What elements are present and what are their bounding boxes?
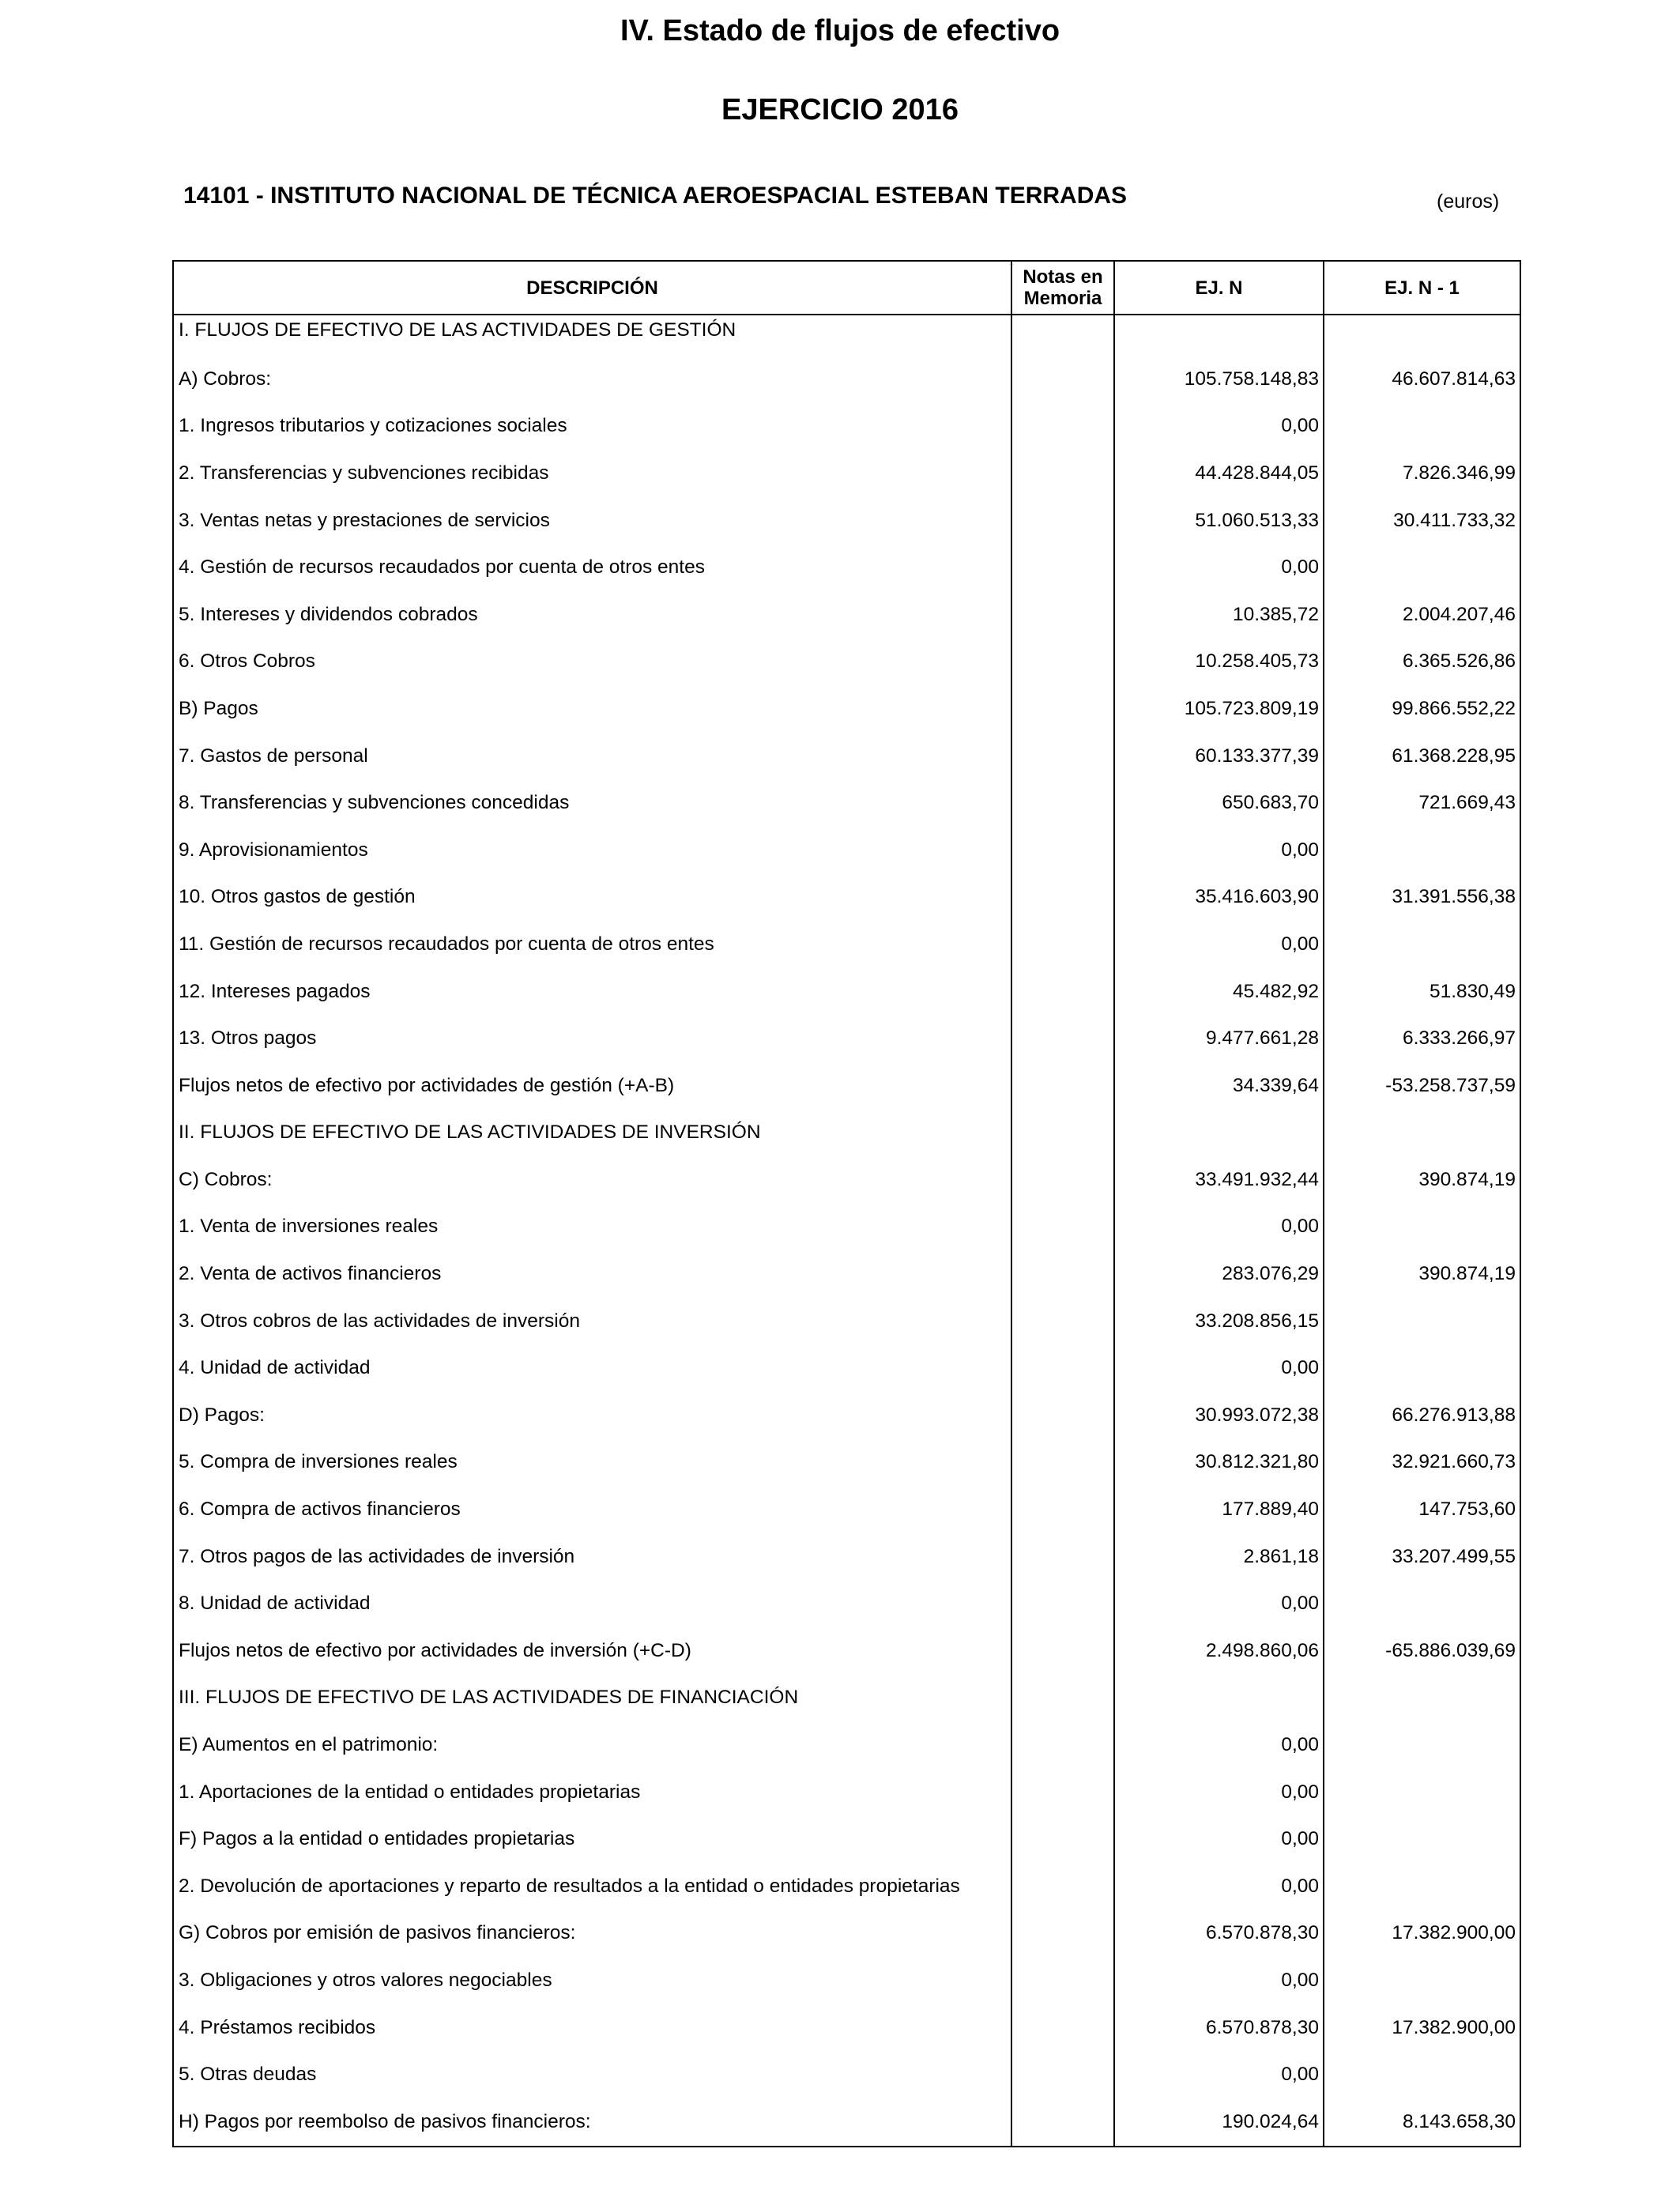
column-header-description: DESCRIPCIÓN (173, 261, 1011, 315)
row-value-current-year: 0,00 (1114, 921, 1324, 968)
document-title: IV. Estado de flujos de efectivo (620, 14, 1060, 47)
row-notes (1011, 1439, 1114, 1487)
row-description: C) Cobros: (173, 1156, 1011, 1204)
row-notes (1011, 1721, 1114, 1769)
table-row (173, 1721, 1520, 1769)
row-value-current-year: 105.723.809,19 (1114, 685, 1324, 733)
row-description: Flujos netos de efectivo por actividades de inversión (+C-D) (173, 1627, 1011, 1675)
row-value-current-year: 0,00 (1114, 1721, 1324, 1769)
row-value-previous-year (1324, 921, 1520, 968)
row-description: 5. Intereses y dividendos cobrados (173, 591, 1011, 639)
row-value-current-year: 0,00 (1114, 403, 1324, 450)
row-value-current-year: 51.060.513,33 (1114, 497, 1324, 545)
row-value-previous-year: -53.258.737,59 (1324, 1062, 1520, 1110)
row-value-previous-year (1324, 1769, 1520, 1816)
row-value-previous-year: 51.830,49 (1324, 968, 1520, 1016)
row-description: 13. Otros pagos (173, 1015, 1011, 1062)
notes-header-line1: Notas en (1023, 266, 1103, 288)
row-notes (1011, 1533, 1114, 1581)
row-notes (1011, 356, 1114, 403)
row-notes (1011, 1769, 1114, 1816)
table-row (173, 1392, 1520, 1439)
row-value-current-year: 105.758.148,83 (1114, 356, 1324, 403)
row-notes (1011, 1815, 1114, 1863)
row-value-previous-year (1324, 2051, 1520, 2098)
row-value-previous-year: 390.874,19 (1324, 1156, 1520, 1204)
row-description: 1. Venta de inversiones reales (173, 1204, 1011, 1251)
row-notes (1011, 2004, 1114, 2052)
table-row (173, 1439, 1520, 1487)
row-value-current-year: 0,00 (1114, 1863, 1324, 1910)
row-notes (1011, 1910, 1114, 1958)
row-value-current-year: 0,00 (1114, 1769, 1324, 1816)
table-row (173, 1910, 1520, 1958)
table-row (173, 1250, 1520, 1298)
column-header-notes (1011, 261, 1114, 315)
row-notes (1011, 591, 1114, 639)
row-value-current-year: 0,00 (1114, 2051, 1324, 2098)
row-value-previous-year: 6.333.266,97 (1324, 1015, 1520, 1062)
row-value-current-year: 0,00 (1114, 1344, 1324, 1392)
table-row (173, 639, 1520, 686)
row-value-previous-year: 721.669,43 (1324, 779, 1520, 827)
table-header-row (173, 261, 1520, 315)
table-body (173, 315, 1520, 2147)
row-description: 11. Gestión de recursos recaudados por cuenta de otros entes (173, 921, 1011, 968)
table-row (173, 315, 1520, 356)
row-description: H) Pagos por reembolso de pasivos financieros: (173, 2098, 1011, 2147)
row-value-current-year: 6.570.878,30 (1114, 1910, 1324, 1958)
row-value-previous-year: 7.826.346,99 (1324, 450, 1520, 497)
row-description: 5. Compra de inversiones reales (173, 1439, 1011, 1487)
table-row (173, 1627, 1520, 1675)
table-row (173, 1863, 1520, 1910)
row-value-previous-year: 390.874,19 (1324, 1250, 1520, 1298)
table-row (173, 497, 1520, 545)
table-row (173, 2051, 1520, 2098)
row-value-current-year: 0,00 (1114, 1815, 1324, 1863)
row-value-current-year: 190.024,64 (1114, 2098, 1324, 2147)
row-value-previous-year (1324, 315, 1520, 356)
row-value-current-year: 10.258.405,73 (1114, 639, 1324, 686)
table-row (173, 403, 1520, 450)
row-value-previous-year: -65.886.039,69 (1324, 1627, 1520, 1675)
row-value-previous-year (1324, 1675, 1520, 1722)
table-row (173, 1769, 1520, 1816)
row-value-previous-year: 33.207.499,55 (1324, 1533, 1520, 1581)
row-notes (1011, 1156, 1114, 1204)
row-value-previous-year: 46.607.814,63 (1324, 356, 1520, 403)
row-notes (1011, 2051, 1114, 2098)
table-row (173, 733, 1520, 780)
row-value-previous-year (1324, 827, 1520, 874)
row-description: 12. Intereses pagados (173, 968, 1011, 1016)
table-row (173, 1957, 1520, 2004)
row-notes (1011, 1250, 1114, 1298)
row-notes (1011, 639, 1114, 686)
row-notes (1011, 1062, 1114, 1110)
row-value-previous-year: 6.365.526,86 (1324, 639, 1520, 686)
row-value-current-year: 30.993.072,38 (1114, 1392, 1324, 1439)
row-value-current-year: 0,00 (1114, 827, 1324, 874)
table-row (173, 827, 1520, 874)
row-notes (1011, 779, 1114, 827)
row-value-previous-year: 8.143.658,30 (1324, 2098, 1520, 2147)
row-description: 7. Otros pagos de las actividades de inversión (173, 1533, 1011, 1581)
row-value-previous-year: 32.921.660,73 (1324, 1439, 1520, 1487)
row-value-previous-year (1324, 1298, 1520, 1345)
row-notes (1011, 827, 1114, 874)
cash-flow-table (172, 260, 1521, 2147)
row-value-previous-year: 99.866.552,22 (1324, 685, 1520, 733)
row-value-current-year (1114, 1675, 1324, 1722)
row-value-previous-year: 30.411.733,32 (1324, 497, 1520, 545)
row-value-previous-year (1324, 1204, 1520, 1251)
table-row (173, 779, 1520, 827)
table-row (173, 450, 1520, 497)
row-description: 6. Compra de activos financieros (173, 1486, 1011, 1533)
row-notes (1011, 497, 1114, 545)
table-row (173, 685, 1520, 733)
row-notes (1011, 1110, 1114, 1157)
row-description: II. FLUJOS DE EFECTIVO DE LAS ACTIVIDADES DE INVERSIÓN (173, 1110, 1011, 1157)
row-description: I. FLUJOS DE EFECTIVO DE LAS ACTIVIDADES DE GESTIÓN (173, 315, 1011, 356)
row-value-current-year (1114, 315, 1324, 356)
row-notes (1011, 1863, 1114, 1910)
row-description: 3. Obligaciones y otros valores negociables (173, 1957, 1011, 2004)
row-value-current-year: 2.861,18 (1114, 1533, 1324, 1581)
row-notes (1011, 1204, 1114, 1251)
table-row (173, 1815, 1520, 1863)
row-value-current-year: 2.498.860,06 (1114, 1627, 1324, 1675)
table-row (173, 921, 1520, 968)
row-description: III. FLUJOS DE EFECTIVO DE LAS ACTIVIDADES DE FINANCIACIÓN (173, 1675, 1011, 1722)
row-notes (1011, 685, 1114, 733)
table-row (173, 1062, 1520, 1110)
table-row (173, 1015, 1520, 1062)
row-value-previous-year (1324, 1344, 1520, 1392)
row-notes (1011, 1486, 1114, 1533)
table-row (173, 874, 1520, 922)
row-value-previous-year: 147.753,60 (1324, 1486, 1520, 1533)
table-row (173, 356, 1520, 403)
entity-name: 14101 - INSTITUTO NACIONAL DE TÉCNICA AEROESPACIAL ESTEBAN TERRADAS (183, 183, 1128, 209)
row-value-current-year: 650.683,70 (1114, 779, 1324, 827)
row-description: 7. Gastos de personal (173, 733, 1011, 780)
row-notes (1011, 1015, 1114, 1062)
row-value-previous-year (1324, 1721, 1520, 1769)
table-row (173, 1110, 1520, 1157)
row-description: 5. Otras deudas (173, 2051, 1011, 2098)
row-value-current-year: 30.812.321,80 (1114, 1439, 1324, 1487)
row-description: E) Aumentos en el patrimonio: (173, 1721, 1011, 1769)
table-row (173, 1344, 1520, 1392)
row-description: 6. Otros Cobros (173, 639, 1011, 686)
row-value-previous-year: 66.276.913,88 (1324, 1392, 1520, 1439)
row-value-current-year: 34.339,64 (1114, 1062, 1324, 1110)
row-value-previous-year: 2.004.207,46 (1324, 591, 1520, 639)
row-description: Flujos netos de efectivo por actividades de gestión (+A-B) (173, 1062, 1011, 1110)
row-description: 4. Gestión de recursos recaudados por cuenta de otros entes (173, 544, 1011, 591)
row-value-current-year: 9.477.661,28 (1114, 1015, 1324, 1062)
row-description: 2. Venta de activos financieros (173, 1250, 1011, 1298)
row-description: B) Pagos (173, 685, 1011, 733)
table-row (173, 1298, 1520, 1345)
currency-unit: (euros) (1437, 190, 1500, 213)
row-notes (1011, 1344, 1114, 1392)
row-notes (1011, 544, 1114, 591)
row-description: 8. Transferencias y subvenciones concedidas (173, 779, 1011, 827)
row-notes (1011, 1627, 1114, 1675)
row-value-current-year (1114, 1110, 1324, 1157)
row-description: 9. Aprovisionamientos (173, 827, 1011, 874)
row-value-current-year: 0,00 (1114, 544, 1324, 591)
table-row (173, 1580, 1520, 1627)
table-row (173, 1204, 1520, 1251)
table-row (173, 968, 1520, 1016)
table-row (173, 1533, 1520, 1581)
fiscal-year-title: EJERCICIO 2016 (721, 93, 959, 126)
row-value-previous-year: 61.368.228,95 (1324, 733, 1520, 780)
column-header-previous-year: EJ. N - 1 (1324, 261, 1520, 315)
row-value-previous-year: 17.382.900,00 (1324, 1910, 1520, 1958)
table-row (173, 1156, 1520, 1204)
row-notes (1011, 874, 1114, 922)
row-value-previous-year (1324, 1110, 1520, 1157)
table-row (173, 591, 1520, 639)
row-description: 10. Otros gastos de gestión (173, 874, 1011, 922)
row-value-current-year: 6.570.878,30 (1114, 2004, 1324, 2052)
table-row (173, 2098, 1520, 2147)
row-notes (1011, 403, 1114, 450)
row-notes (1011, 1957, 1114, 2004)
row-description: 3. Otros cobros de las actividades de inversión (173, 1298, 1011, 1345)
table-row (173, 1486, 1520, 1533)
row-value-current-year: 33.491.932,44 (1114, 1156, 1324, 1204)
row-value-current-year: 0,00 (1114, 1204, 1324, 1251)
row-value-previous-year (1324, 544, 1520, 591)
row-value-current-year: 0,00 (1114, 1957, 1324, 2004)
table-row (173, 2004, 1520, 2052)
row-description: 1. Aportaciones de la entidad o entidades propietarias (173, 1769, 1011, 1816)
row-value-previous-year: 31.391.556,38 (1324, 874, 1520, 922)
row-notes (1011, 315, 1114, 356)
row-value-current-year: 10.385,72 (1114, 591, 1324, 639)
row-description: 4. Unidad de actividad (173, 1344, 1011, 1392)
row-notes (1011, 733, 1114, 780)
row-notes (1011, 921, 1114, 968)
table-row (173, 544, 1520, 591)
row-value-current-year: 44.428.844,05 (1114, 450, 1324, 497)
row-value-previous-year: 17.382.900,00 (1324, 2004, 1520, 2052)
row-value-previous-year (1324, 1580, 1520, 1627)
row-value-previous-year (1324, 403, 1520, 450)
row-notes (1011, 2098, 1114, 2147)
row-value-previous-year (1324, 1815, 1520, 1863)
row-notes (1011, 968, 1114, 1016)
table-row (173, 1675, 1520, 1722)
row-value-current-year: 60.133.377,39 (1114, 733, 1324, 780)
row-notes (1011, 1298, 1114, 1345)
row-description: F) Pagos a la entidad o entidades propietarias (173, 1815, 1011, 1863)
row-notes (1011, 450, 1114, 497)
row-description: A) Cobros: (173, 356, 1011, 403)
row-value-current-year: 283.076,29 (1114, 1250, 1324, 1298)
row-notes (1011, 1392, 1114, 1439)
row-value-current-year: 177.889,40 (1114, 1486, 1324, 1533)
row-description: 8. Unidad de actividad (173, 1580, 1011, 1627)
notes-header-line2: Memoria (1023, 288, 1102, 309)
row-description: 3. Ventas netas y prestaciones de servicios (173, 497, 1011, 545)
row-value-current-year: 0,00 (1114, 1580, 1324, 1627)
row-description: G) Cobros por emisión de pasivos financieros: (173, 1910, 1011, 1958)
row-value-current-year: 33.208.856,15 (1114, 1298, 1324, 1345)
row-description: 2. Transferencias y subvenciones recibidas (173, 450, 1011, 497)
row-description: 4. Préstamos recibidos (173, 2004, 1011, 2052)
row-description: D) Pagos: (173, 1392, 1011, 1439)
row-value-current-year: 45.482,92 (1114, 968, 1324, 1016)
row-description: 1. Ingresos tributarios y cotizaciones sociales (173, 403, 1011, 450)
row-notes (1011, 1580, 1114, 1627)
row-description: 2. Devolución de aportaciones y reparto de resultados a la entidad o entidades propietarias (173, 1863, 1011, 1910)
column-header-current-year: EJ. N (1114, 261, 1324, 315)
row-value-previous-year (1324, 1957, 1520, 2004)
row-value-previous-year (1324, 1863, 1520, 1910)
row-notes (1011, 1675, 1114, 1722)
row-value-current-year: 35.416.603,90 (1114, 874, 1324, 922)
